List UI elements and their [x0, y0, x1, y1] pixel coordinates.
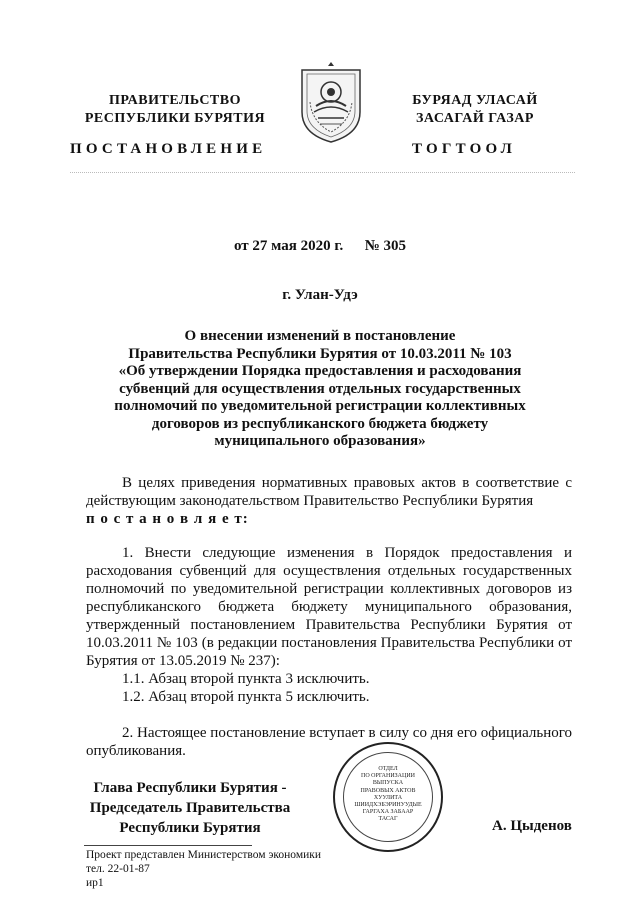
coat-of-arms-icon	[298, 62, 364, 144]
position-line: Республики Бурятия	[119, 820, 261, 836]
item-2: 2. Настоящее постановление вступает в силу со дня его официального опубликования.	[86, 725, 572, 759]
header-left	[70, 92, 280, 128]
date-number-line	[0, 238, 640, 255]
signatory-name: А. Цыденов	[492, 818, 572, 834]
stamp-line: ПРАВОВЫХ АКТОВ	[360, 787, 416, 794]
doc-type-left: ПОСТАНОВЛЕНИЕ	[70, 141, 267, 157]
document-title	[90, 328, 550, 451]
footer	[86, 848, 321, 890]
stamp-line: ХУУЛИТА	[373, 794, 403, 801]
position-line: Глава Республики Бурятия -	[93, 780, 287, 796]
city: г. Улан-Удэ	[282, 287, 358, 303]
title-line: муниципального образования»	[214, 433, 426, 449]
item-1-1: 1.1. Абзац второй пункта 3 исключить.	[122, 671, 370, 687]
stamp-line: ГАРГАХА ЗАБААР	[362, 809, 414, 816]
stamp-line: ШИИДХЭБЭРИНУУДЫЕ	[354, 802, 422, 809]
title-line: Правительства Республики Бурятия от 10.03.2011 № 103	[128, 345, 512, 362]
title-line: договоров из республиканского бюджета бюджету	[151, 415, 489, 432]
decree-word: п о с т а н о в л я е т:	[86, 511, 249, 527]
header-divider	[70, 172, 575, 173]
official-stamp	[333, 742, 443, 852]
title-line: О внесении изменений в постановление	[184, 328, 456, 344]
document-number: № 305	[364, 238, 407, 254]
stamp-line: ТАСАГ	[378, 816, 398, 823]
stamp-text	[335, 766, 441, 824]
footer-line-2: тел. 22-01-87	[86, 863, 150, 875]
header-right-line1: БУРЯАД УЛАСАЙ	[412, 93, 538, 108]
item-1-2: 1.2. Абзац второй пункта 5 исключить.	[122, 689, 370, 705]
document-body	[86, 474, 572, 760]
header-right	[385, 92, 565, 128]
header-right-line2: ЗАСАГАЙ ГАЗАР	[416, 111, 534, 126]
title-line: полномочий по уведомительной регистрации коллективных	[114, 398, 526, 414]
signatory-position	[80, 778, 300, 838]
header-left-line1: ПРАВИТЕЛЬСТВО	[109, 93, 241, 108]
stamp-line: ПО ОРГАНИЗАЦИИ	[361, 773, 415, 780]
stamp-line: ВЫПУСКА	[372, 780, 404, 787]
title-line: «Об утверждении Порядка предоставления и расходования	[118, 363, 522, 379]
title-line: субвенций для осуществления отдельных государственных	[119, 380, 521, 397]
footer-line-3: ир1	[86, 877, 104, 889]
footer-line-1: Проект представлен Министерством экономики	[86, 849, 322, 861]
document-date: от 27 мая 2020 г.	[233, 238, 344, 254]
item-1: 1. Внести следующие изменения в Порядок предоставления и расходования субвенций для осуществления отдельных государственных полномочий по уведомительной регистрации коллективных договоров из республиканского бюджета бюджету муниципального образования, утвержденный постановлением Правительства Республики Бурятия от 10.03.2011 № 103 (в редакции постановления Правительства Республики от Бурятия от 13.05.2019 № 237):	[86, 545, 572, 669]
stamp-line: ОТДЕЛ	[378, 766, 398, 772]
footer-divider	[84, 845, 252, 846]
position-line: Председатель Правительства	[89, 800, 291, 816]
doc-type-right: ТОГТООЛ	[412, 141, 516, 157]
header-left-line2: РЕСПУБЛИКИ БУРЯТИЯ	[84, 111, 266, 126]
preamble: В целях приведения нормативных правовых актов в соответствие с действующим законодательством Правительство Республики Бурятия	[86, 475, 572, 509]
